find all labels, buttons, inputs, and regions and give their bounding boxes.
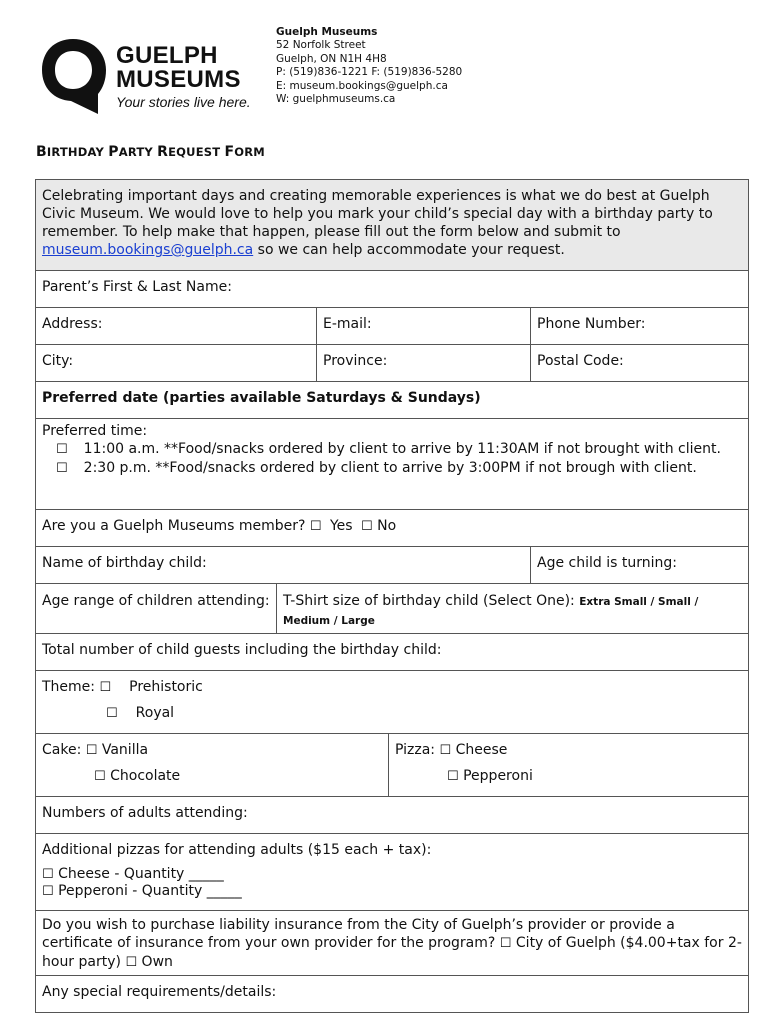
member-no-checkbox[interactable]: ☐	[361, 519, 373, 534]
postal-code-field[interactable]: Postal Code:	[531, 345, 749, 382]
cake-vanilla-checkbox[interactable]: ☐	[85, 743, 98, 758]
child-age-field[interactable]: Age child is turning:	[531, 547, 749, 584]
member-yes-checkbox[interactable]: ☐	[309, 519, 322, 534]
adults-attending-field[interactable]: Numbers of adults attending:	[36, 797, 749, 834]
age-range-field[interactable]: Age range of children attending:	[36, 584, 277, 634]
additional-pizzas-field: Additional pizzas for attending adults ($15 each + tax): ☐ Cheese - Quantity _____ ☐ Pepperoni - Quantity _____	[36, 834, 749, 911]
province-field[interactable]: Province:	[317, 345, 531, 382]
pizza-pepperoni-checkbox[interactable]: ☐	[447, 769, 459, 784]
preferred-time-field: Preferred time: ☐ 11:00 a.m. **Food/snacks ordered by client to arrive by 11:30AM if not brought with client. ☐ 2:30 p.m. **Food/snacks ordered by client to arrive by 3:00PM if not brough with client.	[36, 419, 749, 510]
child-name-field[interactable]: Name of birthday child:	[36, 547, 531, 584]
phone-fax: P: (519)836-1221 F: (519)836-5280	[276, 66, 463, 79]
total-guests-field[interactable]: Total number of child guests including the birthday child:	[36, 634, 749, 671]
contact-email: E: museum.bookings@guelph.ca	[276, 79, 448, 92]
theme-royal-checkbox[interactable]: ☐	[106, 706, 118, 721]
theme-prehistoric-checkbox[interactable]: ☐	[99, 680, 112, 695]
theme-field: Theme: ☐ Prehistoric ☐ Royal	[36, 671, 749, 734]
preferred-date-field[interactable]: Preferred date (parties available Saturdays & Sundays)	[36, 382, 749, 419]
tshirt-size-field[interactable]: T-Shirt size of birthday child (Select One): Extra Small / Small / Medium / Large	[277, 584, 749, 634]
logo-line2: MUSEUMS	[116, 66, 241, 93]
insurance-city-checkbox[interactable]: ☐	[499, 936, 512, 951]
time-option1-checkbox[interactable]: ☐	[56, 442, 68, 457]
time-option2-checkbox[interactable]: ☐	[56, 461, 68, 476]
pizza-cheese-checkbox[interactable]: ☐	[439, 743, 452, 758]
address-field[interactable]: Address:	[36, 308, 317, 345]
cake-field: Cake: ☐ Vanilla ☐ Chocolate	[36, 734, 389, 797]
guelph-museums-logo	[40, 36, 260, 116]
address-line1: 52 Norfolk Street	[276, 39, 366, 52]
special-requirements-field[interactable]: Any special requirements/details:	[36, 976, 749, 1013]
logo-tagline: Your stories live here.	[116, 94, 251, 110]
org-name: Guelph Museums	[276, 26, 378, 38]
city-field[interactable]: City:	[36, 345, 317, 382]
address-line2: Guelph, ON N1H 4H8	[276, 52, 387, 65]
extra-cheese-checkbox[interactable]: ☐	[42, 867, 54, 882]
bookings-email-link[interactable]: museum.bookings@guelph.ca	[42, 242, 254, 258]
contact-block	[276, 26, 462, 106]
extra-pepperoni-checkbox[interactable]: ☐	[42, 884, 54, 899]
pizza-field: Pizza: ☐ Cheese ☐ Pepperoni	[389, 734, 749, 797]
request-form-table	[35, 179, 749, 1013]
member-question-field: Are you a Guelph Museums member? ☐ Yes ☐ No	[36, 510, 749, 547]
website: W: guelphmuseums.ca	[276, 93, 396, 106]
insurance-own-checkbox[interactable]: ☐	[125, 955, 138, 970]
intro-paragraph: Celebrating important days and creating memorable experiences is what we do best at Guelph Civic Museum. We would love to help you mark your child’s special day with a birthday party to remember. To help make that happen, please fill out the form below and submit to museum.bookings@guelph.ca so we can help accommodate your request.	[36, 180, 749, 271]
insurance-field: Do you wish to purchase liability insurance from the City of Guelph’s provider or provide a certificate of insurance from your own provider for the program? ☐ City of Guelph ($4.00+tax for 2-hour party) ☐ Own	[36, 911, 749, 976]
form-title: BIRTHDAY PARTY REQUEST FORM	[36, 144, 265, 160]
logo-line1: GUELPH	[116, 42, 218, 69]
email-field[interactable]: E-mail:	[317, 308, 531, 345]
parent-name-field[interactable]: Parent’s First & Last Name:	[36, 271, 749, 308]
cake-chocolate-checkbox[interactable]: ☐	[94, 769, 106, 784]
phone-field[interactable]: Phone Number:	[531, 308, 749, 345]
